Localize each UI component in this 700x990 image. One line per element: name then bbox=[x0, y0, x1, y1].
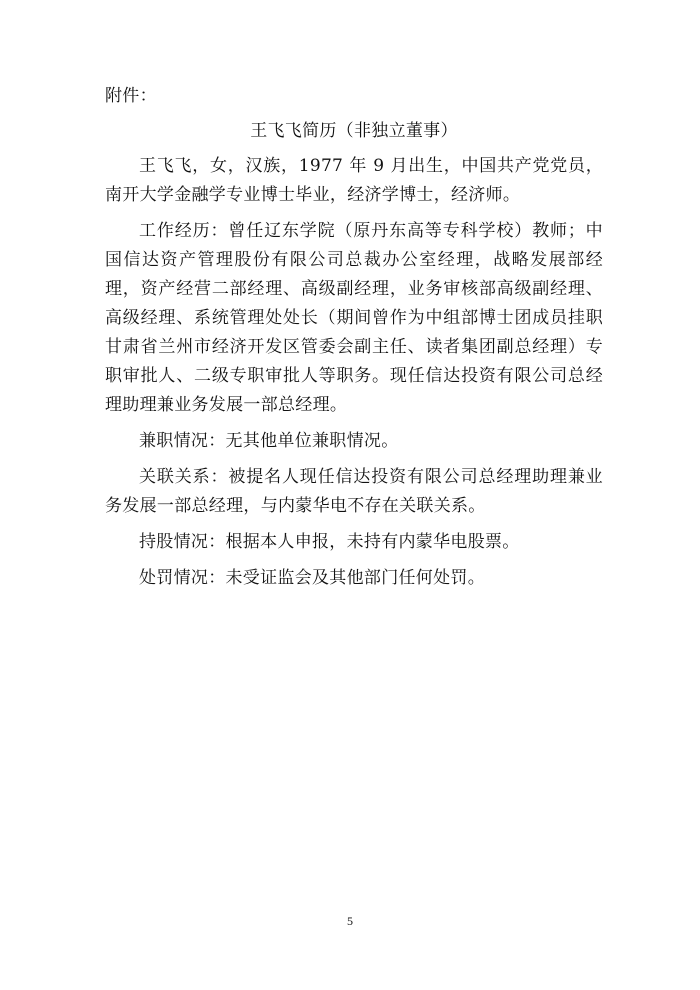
paragraph-shareholding: 持股情况：根据本人申报，未持有内蒙华电股票。 bbox=[139, 532, 520, 552]
paragraph-related-party: 关联关系：被提名人现任信达投资有限公司总经理助理兼业务发展一部总经理，与内蒙华电不存在关联关系。 bbox=[105, 467, 603, 516]
attachment-label: 附件： bbox=[105, 86, 157, 106]
document-body bbox=[105, 82, 603, 600]
paragraph-part-time-positions: 兼职情况：无其他单位兼职情况。 bbox=[139, 431, 399, 451]
paragraph-work-experience: 工作经历：曾任辽东学院（原丹东高等专科学校）教师；中国信达资产管理股份有限公司总裁办公室经理，战略发展部经理，资产经营二部经理、高级副经理，业务审核部高级副经理、高级经理、系统管理处处长（期间曾作为中组部博士团成员挂职甘肃省兰州市经济开发区管委会副主任、读者集团副总经理）专职审批人、二级专职审批人等职务。现任信达投资有限公司总经理助理兼业务发展一部总经理。 bbox=[105, 221, 603, 415]
resume-title: 王飞飞简历（非独立董事） bbox=[250, 121, 458, 141]
paragraph-basic-info: 王飞飞，女，汉族，1977 年 9 月出生，中国共产党党员，南开大学金融学专业博士毕业，经济学博士，经济师。 bbox=[105, 156, 603, 205]
paragraph-penalties: 处罚情况：未受证监会及其他部门任何处罚。 bbox=[139, 568, 485, 588]
page-number: 5 bbox=[347, 914, 353, 928]
